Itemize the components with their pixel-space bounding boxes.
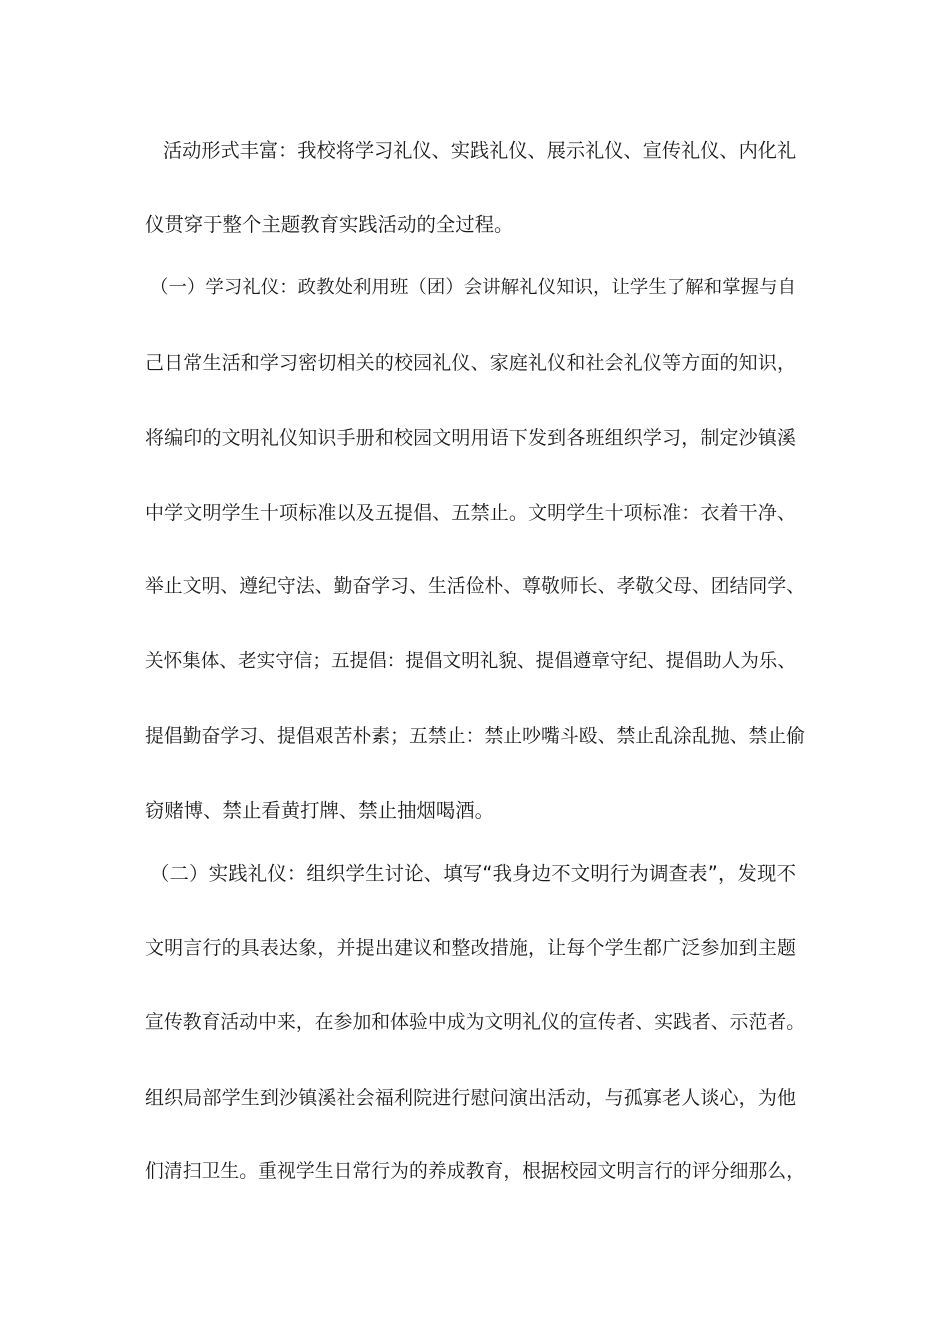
- paragraph-2-line-1: （一）学习礼仪：政教处利用班（团）会讲解礼仪知识，让学生了解和掌握与自: [150, 277, 796, 298]
- paragraph-3-line-1: （二）实践礼仪：组织学生讨论、填写“我身边不文明行为调查表”，发现不: [150, 862, 796, 885]
- paragraph-3-line-3: 宣传教育活动中来，在参加和体验中成为文明礼仪的宣传者、实践者、示范者。: [145, 1012, 805, 1033]
- paragraph-1-line-1: 活动形式丰富：我校将学习礼仪、实践礼仪、展示礼仪、宣传礼仪、内化礼: [163, 139, 797, 162]
- paragraph-2-line-6: 关怀集体、老实守信；五提倡：提倡文明礼貌、提倡遵章守纪、提倡助人为乐、: [145, 651, 796, 672]
- paragraph-1-line-2: 仪贯穿于整个主题教育实践活动的全过程。: [145, 213, 514, 236]
- paragraph-2-line-5: 举止文明、遵纪守法、勤奋学习、生活俭朴、尊敬师长、孝敬父母、团结同学、: [145, 576, 805, 597]
- paragraph-3-line-2: 文明言行的具表达象，并提出建议和整改措施，让每个学生都广泛参加到主题: [145, 937, 796, 959]
- paragraph-3-line-5: 们清扫卫生。重视学生日常行为的养成教育，根据校园文明言行的评分细那么，: [145, 1161, 805, 1182]
- paragraph-3-line-4: 组织局部学生到沙镇溪社会福利院进行慰问演出活动，与孤寡老人谈心，为他: [145, 1087, 796, 1109]
- paragraph-2-line-7: 提倡勤奋学习、提倡艰苦朴素；五禁止：禁止吵嘴斗殴、禁止乱涂乱抛、禁止偷: [145, 726, 805, 747]
- paragraph-2-line-2: 己日常生活和学习密切相关的校园礼仪、家庭礼仪和社会礼仪等方面的知识，: [145, 352, 796, 374]
- paragraph-2-line-8: 窃赌博、禁止看黄打牌、禁止抽烟喝酒。: [145, 799, 495, 822]
- paragraph-2-line-4: 中学文明学生十项标准以及五提倡、五禁止。文明学生十项标准：衣着干净、: [145, 502, 796, 524]
- paragraph-2-line-3: 将编印的文明礼仪知识手册和校园文明用语下发到各班组织学习，制定沙镇溪: [145, 427, 796, 449]
